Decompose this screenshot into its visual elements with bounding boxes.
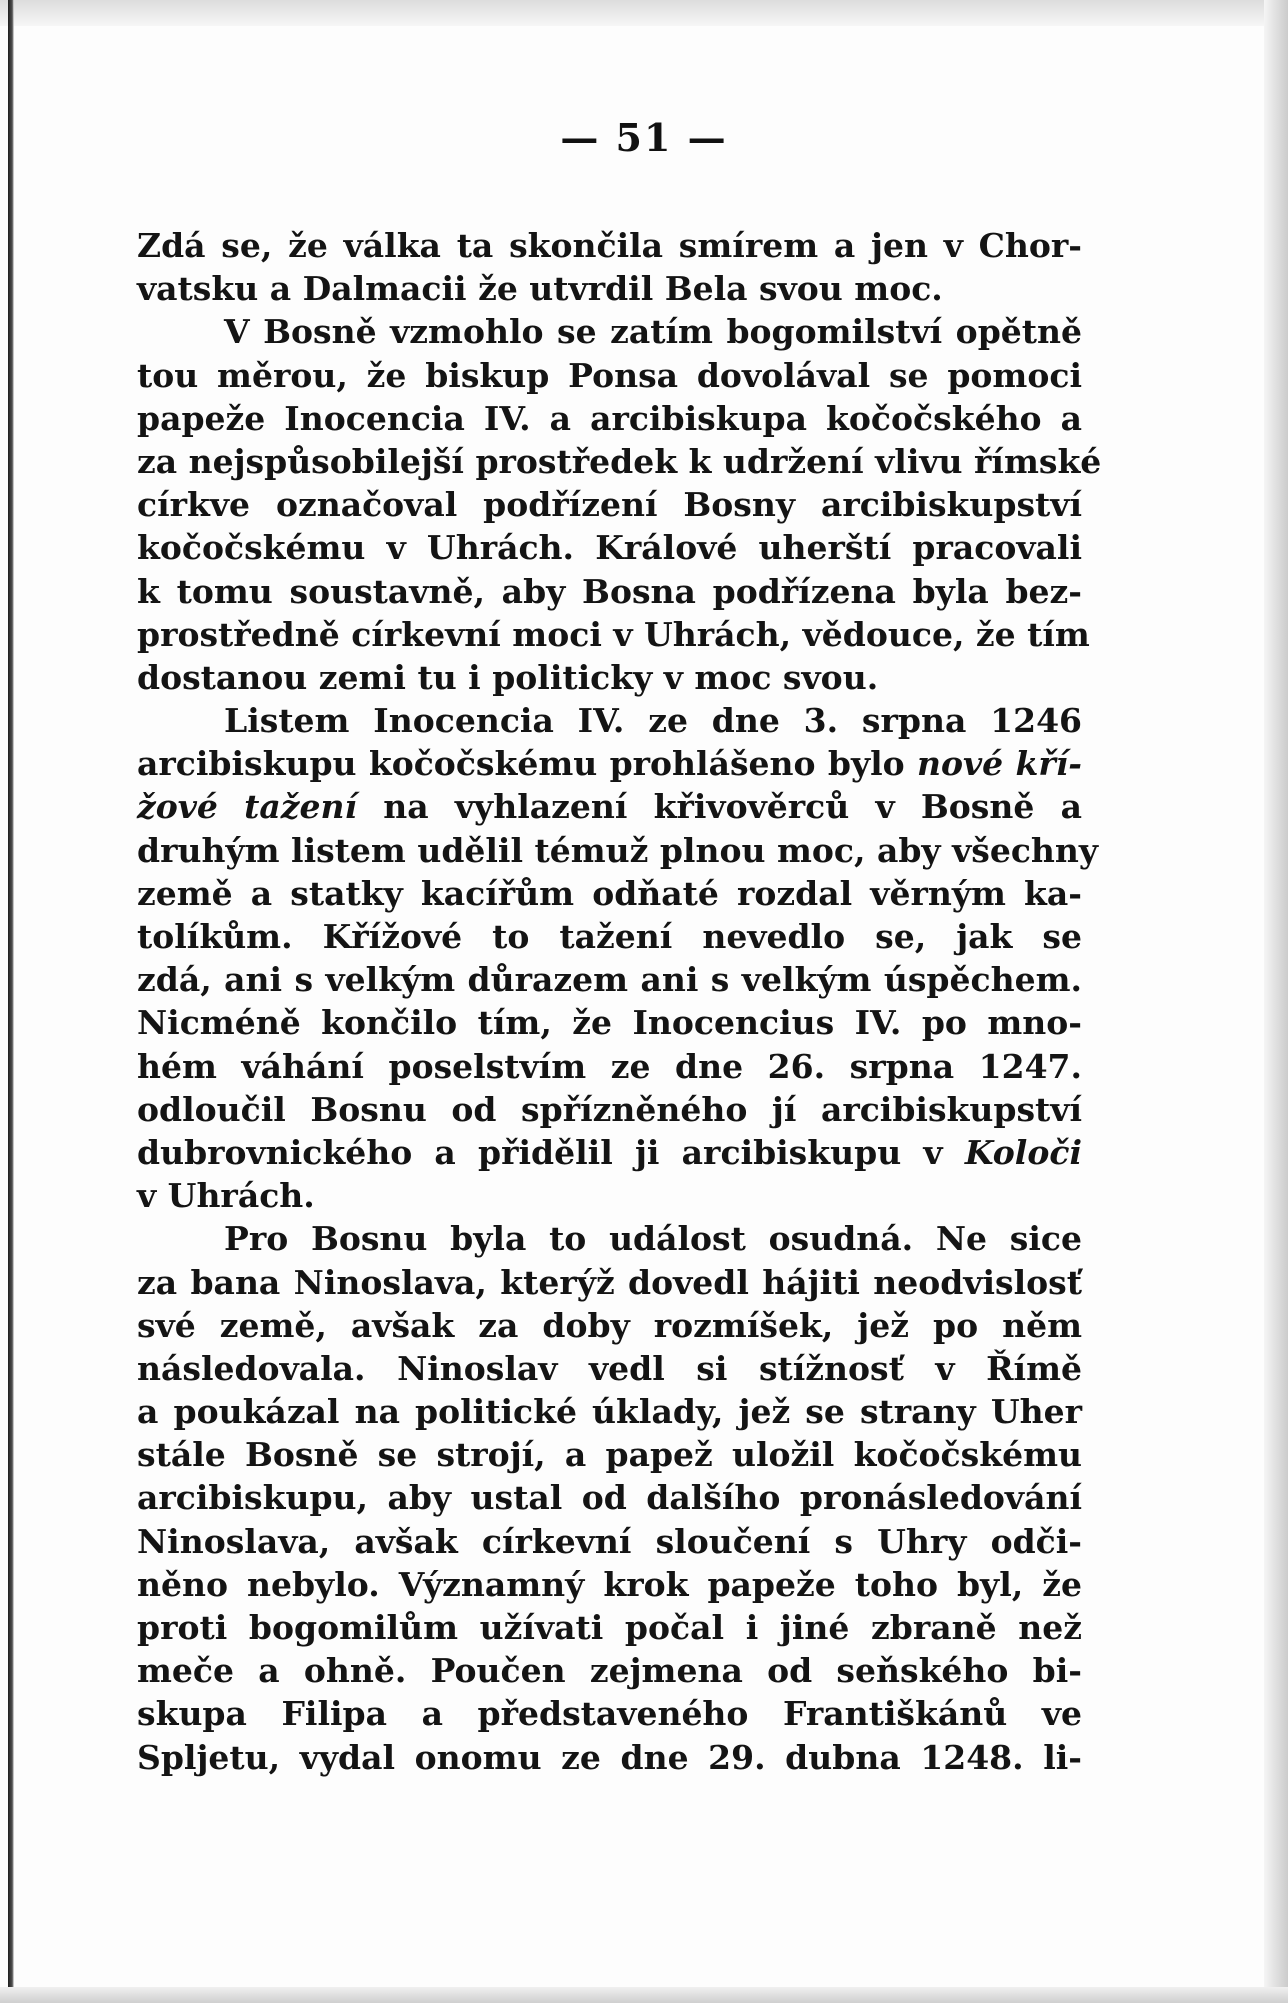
- text-span: vatsku a Dalmacii že utvrdil Bela svou moc.: [137, 269, 943, 309]
- page-right-edge: [1264, 0, 1288, 2003]
- text-span: hém váhání poselstvím ze dne 26. srpna 1247.: [137, 1046, 1082, 1086]
- text-span: proti bogomilům užívati počal i jiné zbraně než: [137, 1608, 1082, 1647]
- text-span: dubrovnického a přidělil ji arcibiskupu v: [137, 1132, 965, 1172]
- text-span: Nicméně končilo tím, že Inocencius IV. po mno-: [137, 1003, 1082, 1043]
- text-span: arcibiskupu kočočskému prohlášeno bylo: [137, 744, 917, 784]
- text-span: na vyhlazení křivověrců v Bosně a: [357, 787, 1082, 827]
- text-line: [137, 915, 1082, 958]
- text-line: [137, 1001, 1082, 1044]
- text-span: Listem Inocencia IV. ze dne 3. srpna 1246: [224, 701, 1082, 741]
- text-span: a poukázal na politické úklady, jež se strany Uher: [137, 1392, 1082, 1432]
- text-span: V Bosně vzmohlo se zatím bogomilství opětně: [224, 312, 1082, 352]
- text-line: [137, 1649, 1082, 1692]
- text-span: kočočskému v Uhrách. Králové uherští pracovali: [137, 528, 1082, 568]
- text-line: [137, 1606, 1082, 1649]
- text-span: Spljetu, vydal onomu ze dne 29. dubna 1248. li-: [137, 1737, 1082, 1777]
- text-span: něno nebylo. Významný krok papeže toho byl, že: [137, 1564, 1082, 1604]
- text-span: meče a ohně. Poučen zejmena od seňského bi-: [137, 1651, 1082, 1691]
- text-line: [137, 1304, 1082, 1347]
- text-line: [137, 1347, 1082, 1390]
- text-line: [137, 1390, 1082, 1433]
- text-line: [137, 656, 1082, 699]
- page-bottom-edge: [0, 1987, 1288, 2003]
- text-span: skupa Filipa a představeného Františkánů ve: [137, 1694, 1082, 1734]
- text-span: arcibiskupu, aby ustal od dalšího pronásledování: [137, 1478, 1082, 1518]
- text-line: [137, 1520, 1082, 1563]
- text-span: Zdá se, že válka ta skončila smírem a jen v Chor-: [137, 226, 1082, 265]
- text-line: [137, 1736, 1082, 1779]
- text-line: [137, 1045, 1082, 1088]
- text-line: [137, 1174, 1082, 1217]
- text-span: druhým listem udělil témuž plnou moc, aby všechny: [137, 830, 1099, 870]
- text-line: [137, 829, 1099, 872]
- text-line: [137, 267, 1082, 310]
- text-line: [137, 872, 1082, 915]
- text-line: [137, 526, 1082, 569]
- text-span: následovala. Ninoslav vedl si stížnosť v Římě: [137, 1348, 1082, 1388]
- text-line: [137, 310, 1082, 353]
- italic-text-span: nové kří-: [917, 744, 1082, 784]
- text-line: [137, 742, 1082, 785]
- text-span: papeže Inocencia IV. a arcibiskupa kočočského a: [137, 398, 1082, 438]
- text-line: [137, 224, 1082, 267]
- text-line: [137, 613, 1090, 656]
- text-line: [137, 1433, 1082, 1476]
- text-line: [137, 1476, 1082, 1519]
- text-span: své země, avšak za doby rozmíšek, jež po něm: [137, 1305, 1082, 1345]
- text-span: církve označoval podřízení Bosny arcibiskupství: [137, 485, 1082, 525]
- text-span: prostředně církevní moci v Uhrách, vědouce, že tím: [137, 614, 1090, 654]
- text-span: stále Bosně se strojí, a papež uložil kočočskému: [137, 1435, 1082, 1475]
- text-span: dostanou zemi tu i politicky v moc svou.: [137, 657, 879, 697]
- text-span: tou měrou, že biskup Ponsa dovolával se pomoci: [137, 355, 1082, 395]
- text-span: Pro Bosnu byla to událost osudná. Ne sice: [224, 1219, 1082, 1259]
- text-line: [137, 958, 1082, 1001]
- text-span: Ninoslava, avšak církevní sloučení s Uhry odči-: [137, 1521, 1082, 1561]
- page-top-edge: [0, 0, 1288, 26]
- text-line: [137, 570, 1082, 613]
- text-line: [137, 1131, 1082, 1174]
- text-line: [137, 785, 1082, 828]
- text-line: [137, 1261, 1082, 1304]
- text-line: [137, 354, 1082, 397]
- text-span: v Uhrách.: [137, 1176, 315, 1216]
- page-left-edge: [8, 0, 14, 2003]
- text-line: [137, 397, 1082, 440]
- text-span: zdá, ani s velkým důrazem ani s velkým úspěchem.: [137, 960, 1082, 1000]
- italic-text-span: žové tažení: [137, 787, 358, 827]
- text-span: tolíkům. Křížové to tažení nevedlo se, jak se: [137, 917, 1082, 956]
- page-number: — 51 —: [560, 115, 728, 160]
- text-span: k tomu soustavně, aby Bosna podřízena byla bez-: [137, 571, 1082, 611]
- text-span: za bana Ninoslava, kterýž dovedl hájiti neodvislosť: [137, 1262, 1082, 1302]
- text-span: země a statky kacířům odňaté rozdal věrným ka-: [137, 873, 1082, 913]
- text-line: [137, 1563, 1082, 1606]
- text-span: za nejspůsobilejší prostředek k udržení vlivu římské: [137, 441, 1102, 481]
- italic-text-span: Koloči: [964, 1132, 1082, 1172]
- text-span: odloučil Bosnu od spřízněného jí arcibiskupství: [137, 1089, 1082, 1129]
- text-line: [137, 1692, 1082, 1735]
- text-line: [137, 483, 1082, 526]
- text-line: [137, 699, 1082, 742]
- text-line: [137, 1088, 1082, 1131]
- text-line: [137, 1217, 1082, 1260]
- text-line: [137, 440, 1102, 483]
- body-text: [137, 224, 1102, 1779]
